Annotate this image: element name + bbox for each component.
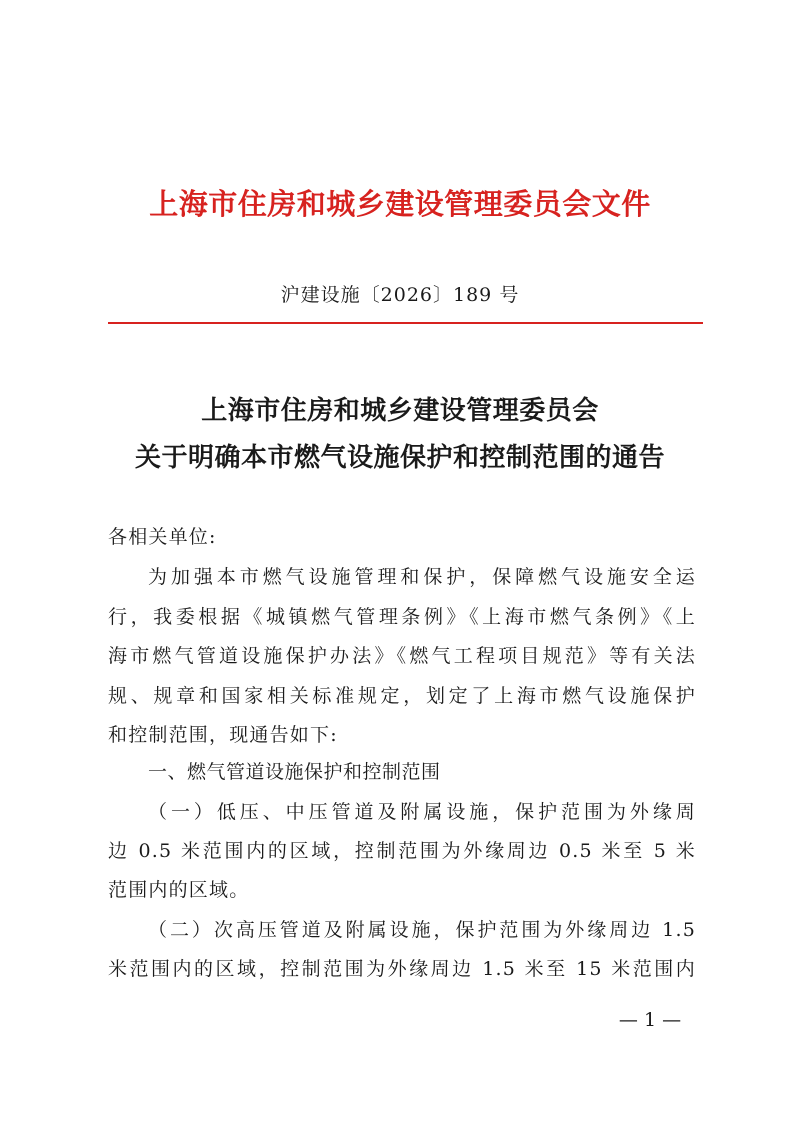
document-title-line-2: 关于明确本市燃气设施保护和控制范围的通告	[134, 443, 665, 473]
document-number: 沪建设施〔2026〕189 号	[280, 284, 520, 306]
item-line: 边 0.5 米范围内的区域，控制范围为外缘周边 0.5 米至 5 米	[108, 840, 696, 862]
red-divider-rule	[108, 322, 703, 324]
item-line: （二）次高压管道及附属设施，保护范围为外缘周边 1.5	[148, 919, 696, 941]
paragraph-line: 行，我委根据《城镇燃气管理条例》《上海市燃气条例》《上	[108, 606, 696, 628]
document-title-line-1: 上海市住房和城乡建设管理委员会	[201, 396, 599, 426]
item-line: 范围内的区域。	[108, 879, 250, 901]
item-line: 米范围内的区域，控制范围为外缘周边 1.5 米至 15 米范围内	[108, 958, 696, 980]
paragraph-line: 和控制范围，现通告如下:	[108, 724, 338, 746]
paragraph-line: 为加强本市燃气设施管理和保护，保障燃气设施安全运	[148, 566, 696, 588]
paragraph-line: 规、规章和国家相关标准规定，划定了上海市燃气设施保护	[108, 685, 696, 707]
item-line: （一）低压、中压管道及附属设施，保护范围为外缘周	[148, 801, 696, 823]
section-heading: 一、燃气管道设施保护和控制范围	[148, 761, 441, 783]
page-number: — 1 —	[618, 1009, 682, 1031]
document-masthead: 上海市住房和城乡建设管理委员会文件	[149, 187, 651, 221]
salutation: 各相关单位:	[108, 526, 217, 548]
paragraph-line: 海市燃气管道设施保护办法》《燃气工程项目规范》等有关法	[108, 645, 696, 667]
